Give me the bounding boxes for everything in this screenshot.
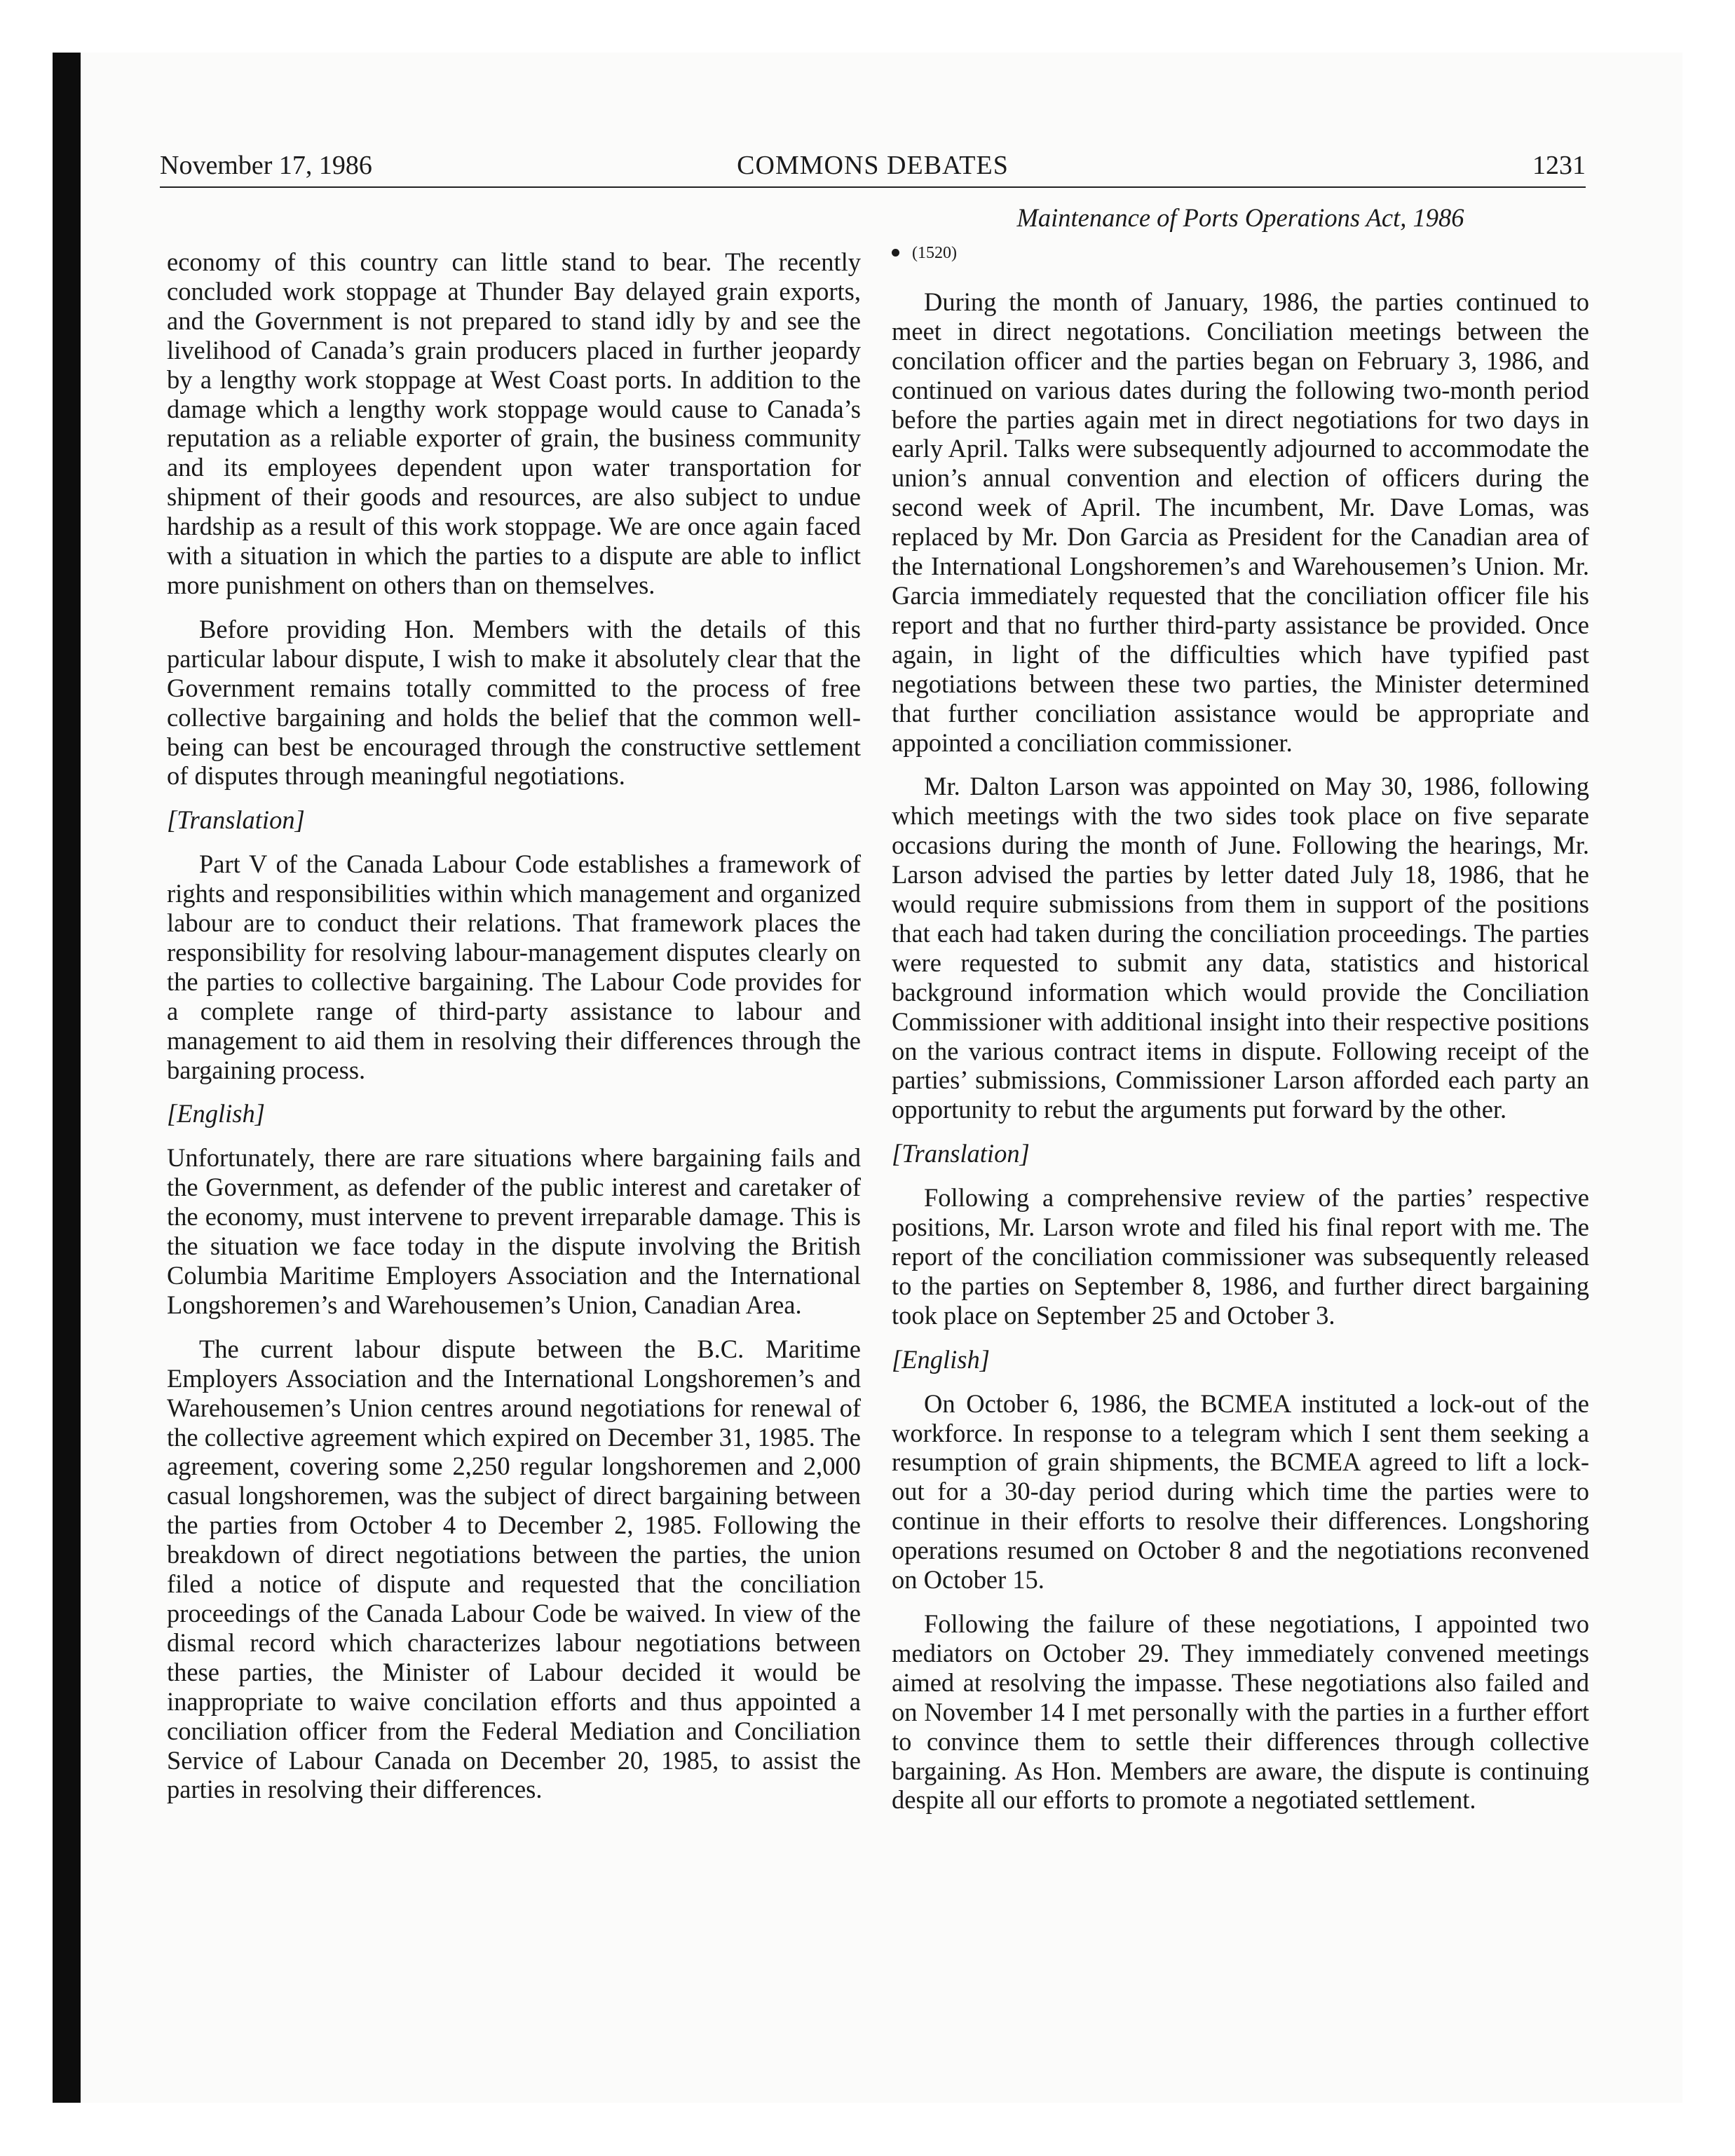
paragraph: Unfortunately, there are rare situations where bargaining fails and the Government, as defender of the public interest and caretaker of the economy, must intervene to prevent irreparable damage. This is the situation we face today in the dispute involving the British Columbia Maritime Employers Association and the International Longshoremen’s and Warehousemen’s Union, Canadian Area.: [167, 1143, 861, 1319]
paragraph: Mr. Dalton Larson was appointed on May 30, 1986, following which meetings with the two sides took place on five separate occasions during the month of June. Following the hearings, Mr. Larson advised the parties by letter dated July 18, 1986, that he would require submissions from them in support of the positions that each had taken during the conciliation proceedings. The parties were requested to submit any data, statistics and historical background information which would provide the Conciliation Commissioner with additional insight into their respective positions on the various contract items in dispute. Following receipt of the parties’ submissions, Commissioner Larson afforded each party an opportunity to rebut the arguments put forward by the other.: [892, 772, 1589, 1124]
paragraph: Following a comprehensive review of the parties’ respective positions, Mr. Larson wrote and filed his final report with me. The report of the conciliation commissioner was subsequently released to the parties on September 8, 1986, and further direct bargaining took place on September 25 and October 3.: [892, 1183, 1589, 1330]
header-date: November 17, 1986: [160, 151, 372, 180]
paragraph: On October 6, 1986, the BCMEA instituted a lock-out of the workforce. In response to a telegram which I sent them seeking a resumption of grain shipments, the BCMEA agreed to lift a lock-out for a 30-day period during which time the parties were to continue in their efforts to resolve their differences. Longshoring operations resumed on October 8 and the negotiations reconvened on October 15.: [892, 1389, 1589, 1595]
right-column: [892, 203, 1589, 1829]
paragraph: Before providing Hon. Members with the details of this particular labour dispute, I wish to make it absolutely clear that the Government remains totally committed to the process of free collective bargaining and holds the belief that the common well-being can best be encouraged through the constructive settlement of disputes through meaningful negotiations.: [167, 614, 861, 791]
paragraph: economy of this country can little stand to bear. The recently concluded work stoppage at Thunder Bay delayed grain exports, and the Government is not prepared to stand idly by and see the livelihood of Canada’s grain producers placed in further jeopardy by a lengthy work stoppage at West Coast ports. In addition to the damage which a lengthy work stoppage would cause to Canada’s reputation as a reliable exporter of grain, the business community and its employees dependent upon water transportation for shipment of their goods and resources, are also subject to undue hardship as a result of this work stoppage. We are once again faced with a situation in which the parties to a dispute are able to inflict more punishment on others than on themselves.: [167, 247, 861, 599]
binding-edge: [53, 53, 81, 2103]
paragraph: The current labour dispute between the B.C. Maritime Employers Association and the International Longshoremen’s and Warehousemen’s Union centres around negotiations for renewal of the collective agreement which expired on December 31, 1985. The agreement, covering some 2,250 regular longshoremen and 2,000 casual longshoremen, was the subject of direct bargaining between the parties from October 4 to December 2, 1985. Following the breakdown of direct negotiations between the parties, the union filed a notice of dispute and requested that the conciliation proceedings of the Canada Labour Code be waived. In view of the dismal record which characterizes labour negotiations between these parties, the Minister of Labour decided it would be inappropriate to waive concilation efforts and thus appointed a conciliation officer from the Federal Mediation and Conciliation Service of Labour Canada on December 20, 1985, to assist the parties in resolving their differences.: [167, 1334, 861, 1804]
page-number: 1231: [1532, 151, 1586, 180]
time-marker: [892, 243, 1589, 264]
paragraph: Part V of the Canada Labour Code establishes a framework of rights and responsibilities within which management and organized labour are to conduct their relations. That framework places the responsibility for resolving labour-management disputes clearly on the parties to collective bargaining. The Labour Code provides for a complete range of third-party assistance to labour and management to aid them in resolving their differences through the bargaining process.: [167, 850, 861, 1084]
running-head: Maintenance of Ports Operations Act, 1986: [1016, 203, 1464, 232]
language-tag: [English]: [167, 1099, 265, 1128]
time-marker-label: (1520): [912, 243, 957, 262]
publication-title: COMMONS DEBATES: [737, 151, 1009, 180]
language-tag: [English]: [892, 1344, 990, 1374]
bullet-icon: [892, 249, 899, 257]
language-tag: [Translation]: [167, 805, 305, 835]
paragraph: During the month of January, 1986, the parties continued to meet in direct negotations. Conciliation meetings between the concilation officer and the parties began on February 3, 1986, and continued on various dates during the following two-month period before the parties again met in direct negotiations for two days in early April. Talks were subsequently adjourned to accommodate the union’s annual convention and election of officers during the second week of April. The incumbent, Mr. Dave Lomas, was replaced by Mr. Don Garcia as President for the Canadian area of the International Longshoremen’s and Warehousemen’s Union. Mr. Garcia immediately requested that the conciliation officer file his report and that no further third-party assistance be provided. Once again, in light of the difficulties which have typified past negotiations between these two parties, the Minister determined that further conciliation assistance would be appropriate and appointed a conciliation commissioner.: [892, 287, 1589, 757]
language-tag: [Translation]: [892, 1139, 1030, 1168]
left-column: [167, 247, 861, 1819]
page-header: [160, 149, 1586, 188]
paragraph: Following the failure of these negotiations, I appointed two mediators on October 29. They immediately convened meetings aimed at resolving the impasse. These negotiations also failed and on November 14 I met personally with the parties in a further effort to convince them to settle their differences through collective bargaining. As Hon. Members are aware, the dispute is continuing despite all our efforts to promote a negotiated settlement.: [892, 1609, 1589, 1815]
